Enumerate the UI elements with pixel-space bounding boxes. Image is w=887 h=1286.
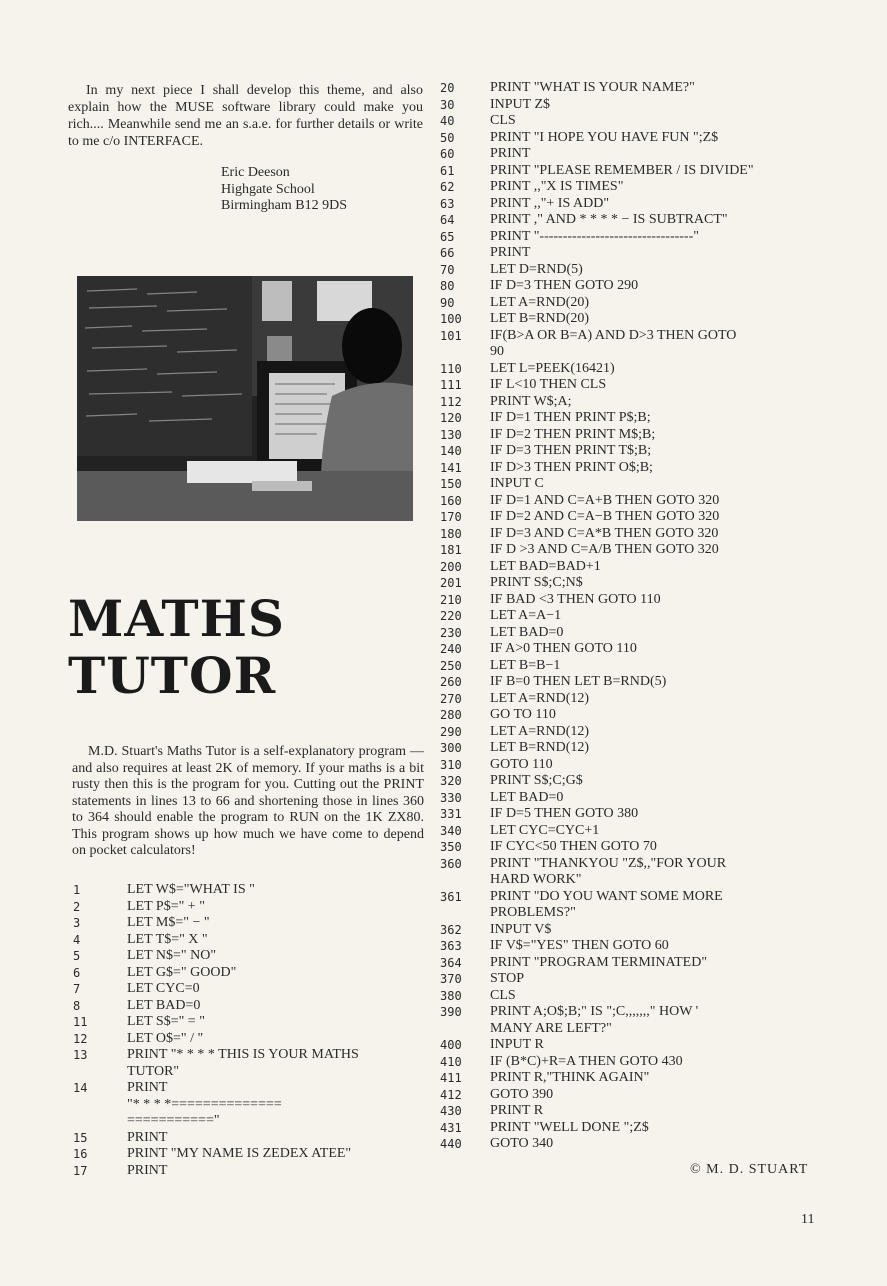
code-line [440,97,800,114]
line-number: 20 [440,81,455,95]
line-code: PRINT [490,146,531,161]
program-listing-left [73,882,423,1179]
line-number: 330 [440,790,462,805]
line-number: 17 [73,1163,88,1178]
line-number: 2 [73,899,81,914]
line-code: IF CYC<50 THEN GOTO 70 [490,839,657,854]
code-line [73,1097,423,1114]
line-number: 360 [440,856,462,871]
line-code: GOTO 110 [490,756,553,772]
line-number: 181 [440,543,462,557]
code-line [440,1087,800,1104]
code-line [440,542,800,559]
line-number: 363 [440,939,462,953]
code-line [440,625,800,642]
code-line [440,476,800,493]
line-number: 230 [440,625,462,640]
code-line [440,1136,800,1153]
line-number: 40 [440,114,455,128]
code-line [73,932,423,949]
line-code: LET BAD=0 [490,624,564,640]
line-code: LET A=A−1 [490,608,562,623]
line-code: PRINT W$;A; [490,393,572,409]
line-number: 400 [440,1038,462,1052]
line-code: ===========" [127,1113,220,1128]
code-line [440,724,800,741]
line-code: GO TO 110 [490,707,556,722]
line-code: TUTOR" [127,1063,180,1079]
code-line [440,344,800,361]
line-code: PRINT "THANKYOU "Z$,,"FOR YOUR [490,855,727,871]
code-line [440,229,800,246]
code-line [440,740,800,757]
line-code: LET W$="WHAT IS " [127,882,255,897]
code-line [440,872,800,889]
line-code: IF D=2 AND C=A−B THEN GOTO 320 [490,509,720,524]
line-code: PRINT ,,"X IS TIMES" [490,179,624,194]
line-number: 364 [440,955,462,970]
line-code: LET P$=" + " [127,898,205,914]
line-number: 30 [440,97,455,112]
line-code: IF D=1 THEN PRINT P$;B; [490,410,651,425]
line-code: LET A=RND(12) [490,690,590,706]
code-line [440,163,800,180]
line-number: 110 [440,361,462,376]
code-line [73,1031,423,1048]
line-code: PRINT "MY NAME IS ZEDEX ATEE" [127,1146,352,1161]
code-line [440,130,800,147]
code-line [440,526,800,543]
line-number: 250 [440,658,462,673]
code-line [440,278,800,295]
line-number: 141 [440,460,462,475]
code-line [440,1037,800,1054]
line-number: 310 [440,757,462,772]
line-code: IF A>0 THEN GOTO 110 [490,641,637,656]
line-code: IF(B>A OR B=A) AND D>3 THEN GOTO [490,327,737,343]
code-line [440,1021,800,1038]
code-line [73,981,423,998]
line-number: 410 [440,1054,462,1069]
code-line [440,790,800,807]
code-line [440,295,800,312]
line-number: 120 [440,411,462,425]
code-line [440,839,800,856]
line-number: 14 [73,1081,88,1095]
code-line [440,410,800,427]
line-code: PRINT R,"THINK AGAIN" [490,1070,650,1085]
line-code: IF (B*C)+R=A THEN GOTO 430 [490,1053,683,1069]
code-line [440,212,800,229]
line-number: 201 [440,576,462,590]
line-number: 361 [440,889,462,904]
code-line [440,773,800,790]
line-code: IF D=2 THEN PRINT M$;B; [490,426,656,442]
line-code: LET BAD=0 [490,789,564,805]
line-number: 12 [73,1031,88,1046]
line-code: IF D=3 THEN PRINT T$;B; [490,443,652,458]
code-line [440,394,800,411]
line-code: INPUT C [490,476,544,491]
code-line [440,1054,800,1071]
line-code: LET T$=" X " [127,931,208,947]
line-number: 150 [440,477,462,491]
line-code: PRINT ,,"+ IS ADD" [490,195,610,211]
author-signature [221,165,347,215]
line-code: PRINT [127,1162,168,1178]
line-number: 350 [440,840,462,854]
line-code: PRINT "WELL DONE ";Z$ [490,1119,649,1135]
code-line [440,443,800,460]
code-line [73,1014,423,1031]
line-code: PRINT "I HOPE YOU HAVE FUN ";Z$ [490,129,719,145]
line-number: 210 [440,592,462,607]
line-code: CLS [490,987,516,1003]
line-number: 370 [440,972,462,986]
code-line [73,899,423,916]
line-number: 411 [440,1071,462,1085]
line-number: 5 [73,949,81,963]
line-code: LET B=B−1 [490,657,561,673]
line-number: 62 [440,180,455,194]
line-number: 50 [440,130,455,145]
code-line [440,1120,800,1137]
program-listing-right [440,80,800,1153]
line-number: 70 [440,262,455,277]
line-number: 320 [440,774,462,788]
line-code: LET S$=" = " [127,1014,205,1029]
code-line [73,948,423,965]
line-code: PRINT "DO YOU WANT SOME MORE [490,888,723,904]
code-line [440,955,800,972]
line-number: 90 [440,295,455,310]
article-title [68,590,285,704]
code-line [440,889,800,906]
line-number: 180 [440,526,462,541]
code-line [73,998,423,1015]
code-line [73,1146,423,1163]
classroom-photo [77,276,413,521]
code-line [73,1113,423,1130]
code-line [440,922,800,939]
line-code: CLS [490,113,516,128]
code-line [73,1130,423,1147]
code-line [440,674,800,691]
code-line [73,1080,423,1097]
line-number: 170 [440,510,462,524]
article-description: M.D. Stuart's Maths Tutor is a self-explanatory program — and also requires at least 2K of memory. If your maths is a bit rusty then this is the program for you. Cutting out the PRINT statements in lines 13 to 66 and shortening those in lines 360 to 364 should enable the program to RUN on the 1K ZX80. This program shows up how much we have come to depend on pocket calculators! [72,744,424,858]
line-code: IF D >3 AND C=A/B THEN GOTO 320 [490,542,719,557]
line-code: PRINT "---------------------------------" [490,228,699,244]
line-number: 280 [440,708,462,722]
line-code: LET L=PEEK(16421) [490,360,615,376]
line-code: PRINT ," AND * * * * − IS SUBTRACT" [490,212,728,227]
line-code: LET G$=" GOOD" [127,964,237,980]
line-number: 80 [440,279,455,293]
line-code: MANY ARE LEFT?" [490,1020,612,1036]
line-code: PROBLEMS?" [490,905,576,920]
line-code: PRINT S$;C;N$ [490,575,583,590]
code-line [440,757,800,774]
code-line [73,882,423,899]
code-line [440,328,800,345]
code-line [440,971,800,988]
code-line [440,361,800,378]
line-number: 1 [73,883,81,897]
code-line [440,245,800,262]
line-number: 440 [440,1137,462,1151]
line-number: 331 [440,807,462,821]
line-number: 65 [440,229,455,244]
line-code: IF D>3 THEN PRINT O$;B; [490,459,653,475]
code-line [440,80,800,97]
intro-paragraph: In my next piece I shall develop this theme, and also explain how the MUSE software library could make you rich.... Meanwhile send me an s.a.e. for further details or write to me c/o INTERFACE. [68,83,423,149]
line-code: PRINT R [490,1103,544,1118]
line-code: 90 [490,344,504,359]
line-number: 6 [73,965,81,980]
line-number: 15 [73,1130,88,1145]
title-line-2: TUTOR [68,646,277,705]
title-line-1: MATHS [68,589,285,648]
code-line [440,179,800,196]
line-number: 390 [440,1005,462,1019]
line-code: IF D=3 THEN GOTO 290 [490,278,639,293]
line-code: LET BAD=0 [127,997,201,1013]
code-line [440,938,800,955]
line-code: PRINT A;O$;B;" IS ";C,,,,,,," HOW ' [490,1004,699,1019]
code-line [440,493,800,510]
line-number: 4 [73,932,81,947]
line-number: 140 [440,444,462,458]
line-number: 61 [440,163,455,178]
code-line [440,509,800,526]
code-line [440,1070,800,1087]
code-line [440,262,800,279]
line-number: 412 [440,1087,462,1102]
code-line [440,311,800,328]
line-number: 380 [440,988,462,1003]
line-number: 430 [440,1104,462,1118]
line-code: LET CYC=CYC+1 [490,822,600,838]
code-line [440,856,800,873]
line-number: 340 [440,823,462,838]
line-code: IF L<10 THEN CLS [490,377,607,392]
code-line [440,1103,800,1120]
line-code: GOTO 340 [490,1136,554,1151]
page-number: 11 [801,1212,815,1227]
line-code: INPUT V$ [490,921,552,937]
code-line [440,575,800,592]
line-number: 130 [440,427,462,442]
line-code: PRINT [127,1080,168,1095]
line-code: LET BAD=BAD+1 [490,558,601,574]
code-line [440,1004,800,1021]
copyright-notice: © M. D. STUART [690,1162,809,1177]
line-code: PRINT "PLEASE REMEMBER / IS DIVIDE" [490,162,754,178]
line-code: LET B=RND(12) [490,740,590,755]
line-code: IF V$="YES" THEN GOTO 60 [490,938,669,953]
line-code: LET CYC=0 [127,981,200,996]
code-line [73,1163,423,1180]
code-line [440,113,800,130]
code-line [440,460,800,477]
line-code: GOTO 390 [490,1086,554,1102]
line-code: PRINT S$;C;G$ [490,773,583,788]
code-line [440,823,800,840]
code-line [440,592,800,609]
line-code: STOP [490,971,524,986]
code-line [440,608,800,625]
code-line [440,905,800,922]
line-code: LET N$=" NO" [127,948,217,963]
line-number: 362 [440,922,462,937]
line-number: 11 [73,1015,88,1029]
line-code: PRINT "PROGRAM TERMINATED" [490,954,708,970]
code-line [440,146,800,163]
line-number: 66 [440,246,455,260]
line-number: 7 [73,982,81,996]
line-code: INPUT Z$ [490,96,551,112]
line-code: PRINT [490,245,531,260]
line-number: 101 [440,328,462,343]
code-line [440,559,800,576]
line-code: LET O$=" / " [127,1030,204,1046]
line-code: "* * * *============== [127,1096,282,1112]
line-number: 431 [440,1120,462,1135]
line-number: 290 [440,724,462,739]
line-code: PRINT "* * * * THIS IS YOUR MATHS [127,1047,359,1062]
line-code: IF D=5 THEN GOTO 380 [490,806,639,821]
code-line [440,196,800,213]
line-code: PRINT [127,1129,168,1145]
line-number: 13 [73,1048,88,1062]
code-line [73,965,423,982]
line-code: PRINT "WHAT IS YOUR NAME?" [490,80,695,95]
line-number: 220 [440,609,462,623]
line-number: 64 [440,213,455,227]
line-number: 200 [440,559,462,574]
code-line [440,427,800,444]
code-line [440,988,800,1005]
line-number: 260 [440,675,462,689]
line-number: 160 [440,493,462,508]
code-line [440,658,800,675]
line-code: IF D=3 AND C=A*B THEN GOTO 320 [490,525,719,541]
line-code: INPUT R [490,1037,544,1052]
code-line [73,1064,423,1081]
line-number: 8 [73,998,81,1013]
author-school: Highgate School [221,181,315,197]
line-number: 63 [440,196,455,211]
line-number: 16 [73,1147,88,1161]
line-code: IF BAD <3 THEN GOTO 110 [490,591,661,607]
line-number: 270 [440,691,462,706]
line-number: 3 [73,916,81,930]
code-line [440,641,800,658]
code-line [440,806,800,823]
line-number: 240 [440,642,462,656]
line-code: LET A=RND(20) [490,294,590,310]
line-code: LET D=RND(5) [490,261,583,277]
line-code: IF D=1 AND C=A+B THEN GOTO 320 [490,492,720,508]
line-number: 111 [440,378,462,392]
line-code: LET M$=" − " [127,915,210,930]
author-name: Eric Deeson [221,165,290,180]
code-line [73,1047,423,1064]
line-number: 112 [440,394,462,409]
line-number: 300 [440,741,462,755]
line-code: IF B=0 THEN LET B=RND(5) [490,674,667,689]
code-line [440,691,800,708]
code-line [73,915,423,932]
line-code: LET A=RND(12) [490,723,590,739]
code-line [440,377,800,394]
code-line [440,707,800,724]
line-code: LET B=RND(20) [490,311,590,326]
line-number: 60 [440,147,455,161]
author-city: Birmingham B12 9DS [221,198,348,213]
line-number: 100 [440,312,462,326]
line-code: HARD WORK" [490,872,582,887]
